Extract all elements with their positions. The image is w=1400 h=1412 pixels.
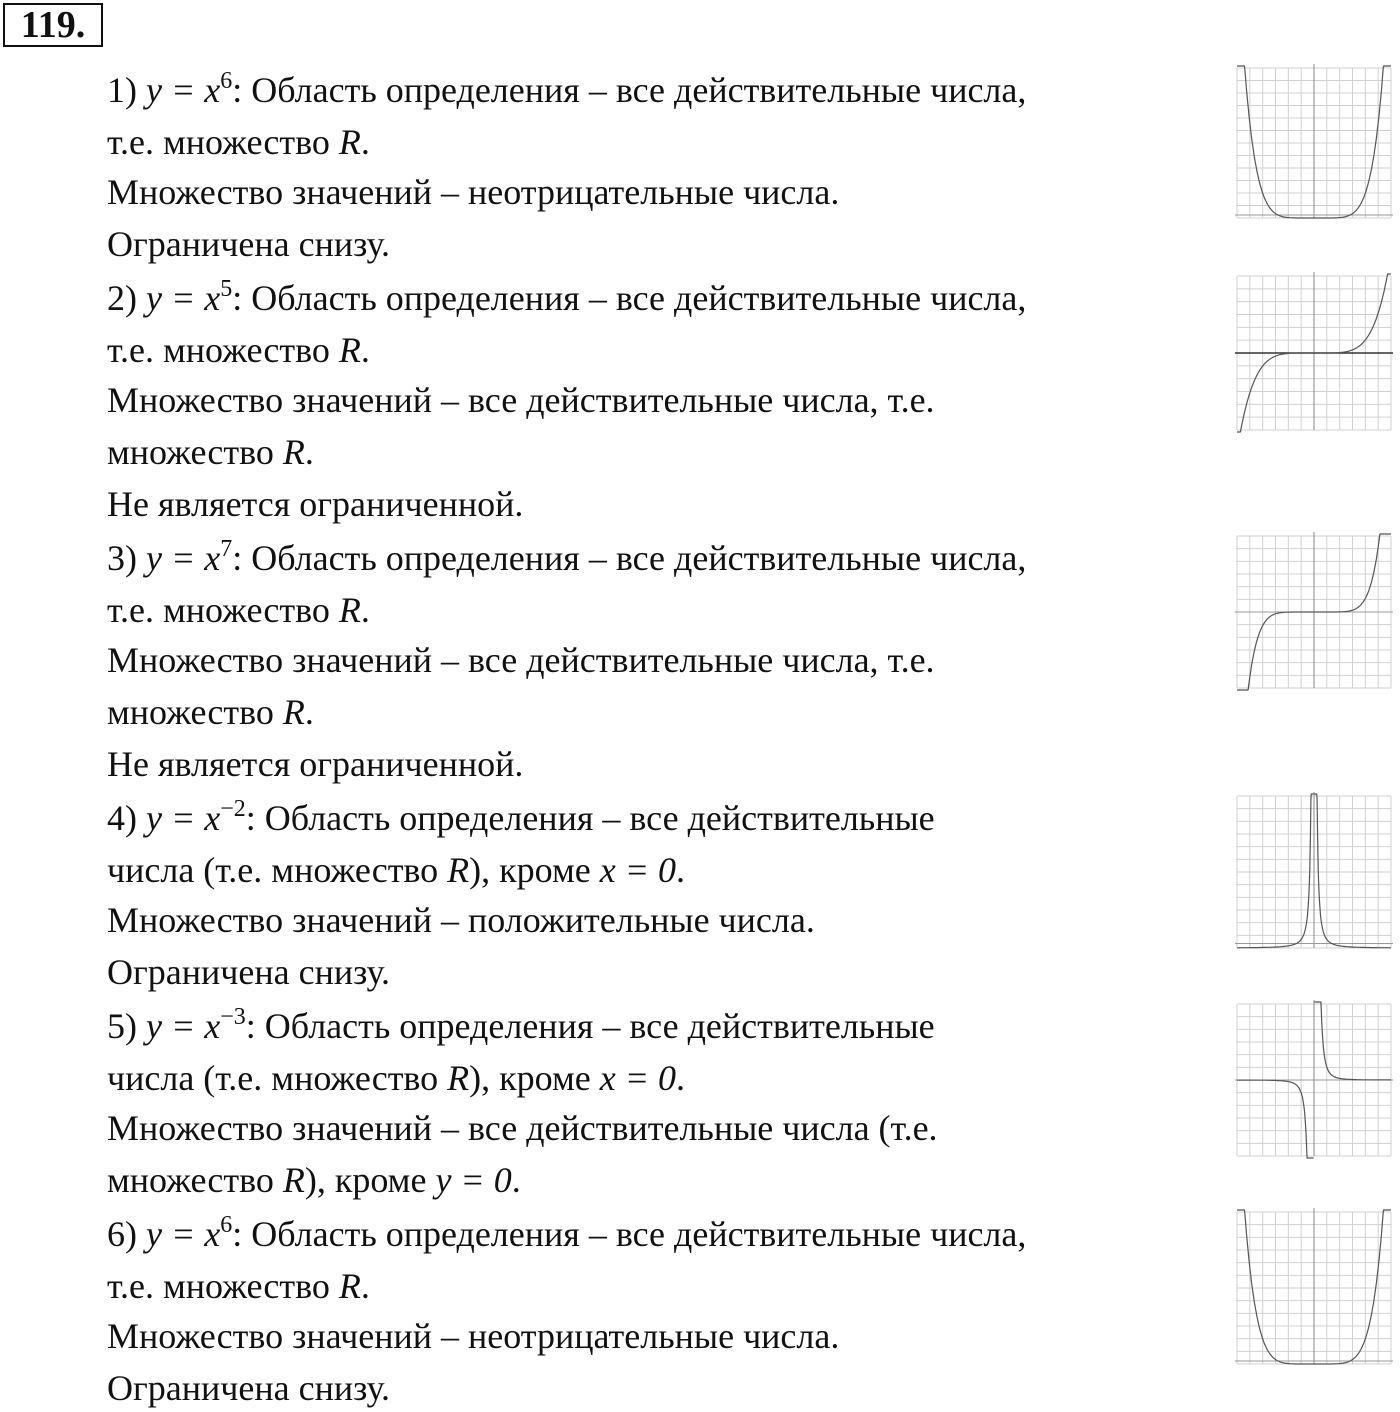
math-variable: R: [338, 590, 361, 630]
line-text: ), кроме: [304, 1160, 436, 1200]
line-text: .: [676, 850, 686, 890]
line-text: Множество значений – все действительные числа (т.е.: [107, 1108, 938, 1148]
math-variable: R: [282, 432, 305, 472]
function-formula: $y = x^6$: [146, 1212, 233, 1254]
function-graph-6: [1233, 1206, 1395, 1370]
item-number: 4): [107, 798, 146, 838]
item-6-line-3: [107, 1314, 839, 1358]
item-1-line-1: [107, 68, 1026, 112]
graph-svg: [1233, 270, 1395, 436]
item-5-line-1: [107, 1004, 935, 1048]
line-text: ), кроме: [469, 850, 600, 890]
problem-number: 119.: [3, 3, 103, 47]
item-5-line-3: [107, 1106, 938, 1150]
line-text: множество: [107, 1160, 283, 1200]
exponent: −2: [220, 796, 246, 822]
line-text: .: [676, 1058, 686, 1098]
function-graph-4: [1233, 790, 1395, 954]
item-3-line-2: [107, 588, 370, 632]
math-variable: R: [282, 1160, 305, 1200]
exponent: 6: [220, 1212, 233, 1238]
line-text: Множество значений – неотрицательные числа.: [107, 1316, 840, 1356]
line-text: Множество значений – все действительные числа, т.е.: [107, 380, 935, 420]
function-formula: $y = x^{-3}$: [146, 1004, 246, 1046]
math-variable: R: [447, 1058, 470, 1098]
item-1-line-3: [107, 170, 839, 214]
item-number: 1): [107, 70, 146, 110]
exponent: 5: [220, 276, 233, 302]
line-text: .: [304, 432, 314, 472]
item-2-line-2: [107, 328, 370, 372]
item-4-line-4: [107, 950, 390, 994]
item-2-line-4: [107, 430, 314, 474]
item-5-line-2: [107, 1056, 685, 1100]
line-text: : Область определения – все действительные: [245, 1006, 935, 1046]
item-2-line-3: [107, 378, 935, 422]
exponent: 7: [220, 536, 233, 562]
math-expression: x = 0: [599, 1058, 677, 1098]
line-text: множество: [107, 432, 283, 472]
line-text: .: [360, 590, 370, 630]
line-text: : Область определения – все действительные числа,: [232, 278, 1027, 318]
item-4-line-1: [107, 796, 935, 840]
item-4-line-2: [107, 848, 685, 892]
graph-svg: [1233, 62, 1395, 224]
graph-svg: [1233, 530, 1395, 694]
math-expression: y = 0: [435, 1160, 512, 1200]
item-3-line-3: [107, 638, 935, 682]
item-6-line-4: [107, 1366, 390, 1410]
function-graph-2: [1233, 270, 1395, 436]
item-number: 2): [107, 278, 146, 318]
line-text: числа (т.е. множество: [107, 850, 448, 890]
function-formula: $y = x^{-2}$: [146, 796, 246, 838]
line-text: Не является ограниченной.: [107, 484, 524, 524]
function-formula: $y = x^5$: [146, 276, 233, 318]
line-text: Множество значений – неотрицательные числа.: [107, 172, 840, 212]
line-text: Множество значений – все действительные числа, т.е.: [107, 640, 935, 680]
math-variable: R: [338, 330, 361, 370]
function-formula: $y = x^7$: [146, 536, 233, 578]
item-2-line-5: [107, 482, 523, 526]
line-text: Не является ограниченной.: [107, 744, 524, 784]
item-5-line-4: [107, 1158, 521, 1202]
math-variable: R: [338, 122, 361, 162]
item-1-line-4: [107, 222, 390, 266]
line-text: .: [511, 1160, 521, 1200]
line-text: Множество значений – положительные числа.: [107, 900, 815, 940]
exponent: −3: [220, 1004, 246, 1030]
line-text: т.е. множество: [107, 590, 339, 630]
line-text: : Область определения – все действительные числа,: [232, 1214, 1027, 1254]
line-text: т.е. множество: [107, 122, 339, 162]
line-text: т.е. множество: [107, 1266, 339, 1306]
function-graph-5: [1233, 998, 1395, 1162]
item-6-line-2: [107, 1264, 370, 1308]
item-3-line-4: [107, 690, 314, 734]
item-6-line-1: [107, 1212, 1026, 1256]
line-text: : Область определения – все действительные числа,: [232, 538, 1027, 578]
graph-svg: [1233, 1206, 1395, 1370]
function-formula: $y = x^6$: [146, 68, 233, 110]
line-text: .: [360, 1266, 370, 1306]
item-4-line-3: [107, 898, 815, 942]
item-number: 3): [107, 538, 146, 578]
math-variable: R: [338, 1266, 361, 1306]
line-text: : Область определения – все действительные: [245, 798, 935, 838]
item-number: 6): [107, 1214, 146, 1254]
math-variable: R: [282, 692, 305, 732]
line-text: Ограничена снизу.: [107, 224, 390, 264]
math-variable: R: [447, 850, 470, 890]
line-text: множество: [107, 692, 283, 732]
function-graph-3: [1233, 530, 1395, 694]
item-1-line-2: [107, 120, 370, 164]
line-text: .: [360, 122, 370, 162]
item-2-line-1: [107, 276, 1026, 320]
graph-svg: [1233, 998, 1395, 1162]
math-expression: x = 0: [599, 850, 677, 890]
function-graph-1: [1233, 62, 1395, 224]
item-3-line-1: [107, 536, 1026, 580]
line-text: : Область определения – все действительные числа,: [232, 70, 1027, 110]
line-text: числа (т.е. множество: [107, 1058, 448, 1098]
line-text: Ограничена снизу.: [107, 1368, 390, 1408]
line-text: Ограничена снизу.: [107, 952, 390, 992]
item-number: 5): [107, 1006, 146, 1046]
line-text: .: [360, 330, 370, 370]
line-text: ), кроме: [469, 1058, 600, 1098]
line-text: т.е. множество: [107, 330, 339, 370]
exponent: 6: [220, 68, 233, 94]
line-text: .: [304, 692, 314, 732]
graph-svg: [1233, 790, 1395, 954]
item-3-line-5: [107, 742, 523, 786]
